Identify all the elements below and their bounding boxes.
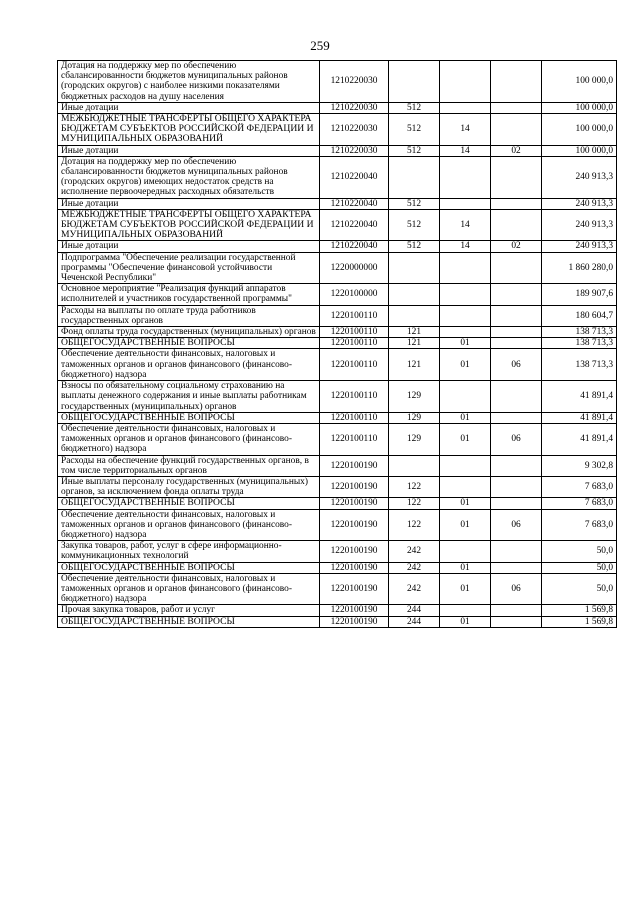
budget-table bbox=[57, 60, 617, 628]
table-row bbox=[58, 412, 617, 423]
row-section-cell bbox=[440, 284, 491, 305]
row-subsection-cell bbox=[491, 156, 542, 198]
row-name-cell: Иные дотации bbox=[58, 145, 320, 156]
row-amount-cell: 240 913,3 bbox=[542, 241, 617, 252]
row-section-cell: 01 bbox=[440, 616, 491, 627]
row-subsection-cell bbox=[491, 338, 542, 349]
row-section-cell: 01 bbox=[440, 573, 491, 605]
table-row bbox=[58, 498, 617, 509]
row-type-cell bbox=[389, 284, 440, 305]
row-type-cell: 129 bbox=[389, 412, 440, 423]
table-row bbox=[58, 102, 617, 113]
row-amount-cell: 138 713,3 bbox=[542, 327, 617, 338]
row-subsection-cell: 06 bbox=[491, 573, 542, 605]
row-code-cell: 1220100110 bbox=[320, 327, 389, 338]
row-subsection-cell bbox=[491, 498, 542, 509]
row-amount-cell: 7 683,0 bbox=[542, 509, 617, 541]
row-section-cell bbox=[440, 327, 491, 338]
row-section-cell: 01 bbox=[440, 562, 491, 573]
row-section-cell bbox=[440, 102, 491, 113]
table-row bbox=[58, 616, 617, 627]
row-type-cell: 242 bbox=[389, 562, 440, 573]
table-row bbox=[58, 541, 617, 562]
row-section-cell: 01 bbox=[440, 349, 491, 381]
row-name-cell: Прочая закупка товаров, работ и услуг bbox=[58, 605, 320, 616]
row-type-cell: 512 bbox=[389, 209, 440, 241]
row-type-cell bbox=[389, 61, 440, 103]
row-section-cell bbox=[440, 476, 491, 497]
row-amount-cell: 1 860 280,0 bbox=[542, 252, 617, 284]
row-subsection-cell bbox=[491, 102, 542, 113]
row-type-cell: 129 bbox=[389, 381, 440, 413]
row-name-cell: Фонд оплаты труда государственных (муниципальных) органов bbox=[58, 327, 320, 338]
row-type-cell: 512 bbox=[389, 198, 440, 209]
row-type-cell: 242 bbox=[389, 541, 440, 562]
row-type-cell: 242 bbox=[389, 573, 440, 605]
row-code-cell: 1210220040 bbox=[320, 209, 389, 241]
row-subsection-cell: 02 bbox=[491, 241, 542, 252]
row-subsection-cell bbox=[491, 252, 542, 284]
row-section-cell: 01 bbox=[440, 509, 491, 541]
table-row bbox=[58, 349, 617, 381]
row-amount-cell: 180 604,7 bbox=[542, 305, 617, 326]
row-name-cell: Обеспечение деятельности финансовых, налоговых и таможенных органов и органов финансового (финансово-бюджетного) надзора bbox=[58, 509, 320, 541]
row-amount-cell: 138 713,3 bbox=[542, 349, 617, 381]
row-section-cell bbox=[440, 381, 491, 413]
row-code-cell: 1210220030 bbox=[320, 145, 389, 156]
row-section-cell bbox=[440, 61, 491, 103]
row-section-cell: 14 bbox=[440, 114, 491, 146]
row-amount-cell: 41 891,4 bbox=[542, 423, 617, 455]
row-code-cell: 1220100110 bbox=[320, 305, 389, 326]
table-row bbox=[58, 455, 617, 476]
row-section-cell bbox=[440, 198, 491, 209]
table-row bbox=[58, 423, 617, 455]
row-code-cell: 1210220030 bbox=[320, 114, 389, 146]
row-type-cell: 512 bbox=[389, 102, 440, 113]
table-row bbox=[58, 327, 617, 338]
row-name-cell: Расходы на обеспечение функций государственных органов, в том числе территориальных органов bbox=[58, 455, 320, 476]
row-amount-cell: 100 000,0 bbox=[542, 61, 617, 103]
row-name-cell: МЕЖБЮДЖЕТНЫЕ ТРАНСФЕРТЫ ОБЩЕГО ХАРАКТЕРА БЮДЖЕТАМ СУБЪЕКТОВ РОССИЙСКОЙ ФЕДЕРАЦИИ И МУНИЦИПАЛЬНЫХ ОБРАЗОВАНИЙ bbox=[58, 114, 320, 146]
row-code-cell: 1220100110 bbox=[320, 349, 389, 381]
row-subsection-cell: 06 bbox=[491, 349, 542, 381]
row-type-cell: 121 bbox=[389, 338, 440, 349]
table-row bbox=[58, 156, 617, 198]
row-code-cell: 1210220030 bbox=[320, 102, 389, 113]
row-subsection-cell bbox=[491, 605, 542, 616]
row-section-cell bbox=[440, 156, 491, 198]
row-name-cell: Взносы по обязательному социальному страхованию на выплаты денежного содержания и иные выплаты работникам государственных (муниципальных) органов bbox=[58, 381, 320, 413]
row-subsection-cell bbox=[491, 305, 542, 326]
budget-table-body bbox=[58, 61, 617, 628]
row-name-cell: Закупка товаров, работ, услуг в сфере информационно-коммуникационных технологий bbox=[58, 541, 320, 562]
table-row bbox=[58, 305, 617, 326]
row-type-cell: 121 bbox=[389, 327, 440, 338]
row-section-cell: 14 bbox=[440, 241, 491, 252]
row-subsection-cell bbox=[491, 616, 542, 627]
row-type-cell: 122 bbox=[389, 509, 440, 541]
row-section-cell bbox=[440, 305, 491, 326]
row-name-cell: ОБЩЕГОСУДАРСТВЕННЫЕ ВОПРОСЫ bbox=[58, 498, 320, 509]
row-name-cell: Иные дотации bbox=[58, 102, 320, 113]
row-name-cell: ОБЩЕГОСУДАРСТВЕННЫЕ ВОПРОСЫ bbox=[58, 562, 320, 573]
table-row bbox=[58, 284, 617, 305]
row-code-cell: 1220100000 bbox=[320, 284, 389, 305]
row-section-cell: 01 bbox=[440, 338, 491, 349]
row-amount-cell: 240 913,3 bbox=[542, 156, 617, 198]
row-amount-cell: 100 000,0 bbox=[542, 102, 617, 113]
row-code-cell: 1220000000 bbox=[320, 252, 389, 284]
row-name-cell: Обеспечение деятельности финансовых, налоговых и таможенных органов и органов финансового (финансово-бюджетного) надзора bbox=[58, 573, 320, 605]
row-name-cell: Иные дотации bbox=[58, 241, 320, 252]
row-code-cell: 1210220040 bbox=[320, 198, 389, 209]
row-code-cell: 1220100190 bbox=[320, 605, 389, 616]
row-code-cell: 1220100190 bbox=[320, 498, 389, 509]
row-amount-cell: 1 569,8 bbox=[542, 605, 617, 616]
table-row bbox=[58, 61, 617, 103]
table-row bbox=[58, 476, 617, 497]
row-amount-cell: 50,0 bbox=[542, 562, 617, 573]
row-amount-cell: 50,0 bbox=[542, 573, 617, 605]
row-amount-cell: 189 907,6 bbox=[542, 284, 617, 305]
row-type-cell bbox=[389, 156, 440, 198]
row-subsection-cell bbox=[491, 455, 542, 476]
row-code-cell: 1220100110 bbox=[320, 423, 389, 455]
row-section-cell: 01 bbox=[440, 498, 491, 509]
row-subsection-cell bbox=[491, 114, 542, 146]
row-code-cell: 1220100190 bbox=[320, 562, 389, 573]
table-row bbox=[58, 573, 617, 605]
row-section-cell: 14 bbox=[440, 209, 491, 241]
row-section-cell bbox=[440, 605, 491, 616]
row-subsection-cell bbox=[491, 381, 542, 413]
page-number: 259 bbox=[310, 38, 330, 53]
table-row bbox=[58, 198, 617, 209]
table-row bbox=[58, 562, 617, 573]
row-name-cell: Подпрограмма "Обеспечение реализации государственной программы "Обеспечение финансовой устойчивости Чеченской Республики" bbox=[58, 252, 320, 284]
row-subsection-cell bbox=[491, 284, 542, 305]
row-section-cell: 14 bbox=[440, 145, 491, 156]
row-code-cell: 1210220040 bbox=[320, 156, 389, 198]
row-subsection-cell bbox=[491, 327, 542, 338]
row-name-cell: Основное мероприятие "Реализация функций аппаратов исполнителей и участников государственной программы" bbox=[58, 284, 320, 305]
row-code-cell: 1220100190 bbox=[320, 616, 389, 627]
row-type-cell: 129 bbox=[389, 423, 440, 455]
row-amount-cell: 138 713,3 bbox=[542, 338, 617, 349]
row-section-cell bbox=[440, 252, 491, 284]
row-name-cell: Обеспечение деятельности финансовых, налоговых и таможенных органов и органов финансового (финансово-бюджетного) надзора bbox=[58, 349, 320, 381]
row-code-cell: 1210220030 bbox=[320, 61, 389, 103]
row-code-cell: 1220100110 bbox=[320, 381, 389, 413]
row-type-cell: 244 bbox=[389, 605, 440, 616]
row-name-cell: Иные дотации bbox=[58, 198, 320, 209]
row-code-cell: 1220100190 bbox=[320, 541, 389, 562]
row-section-cell bbox=[440, 541, 491, 562]
table-row bbox=[58, 605, 617, 616]
row-amount-cell: 100 000,0 bbox=[542, 145, 617, 156]
row-type-cell: 121 bbox=[389, 349, 440, 381]
row-subsection-cell bbox=[491, 541, 542, 562]
table-row bbox=[58, 209, 617, 241]
row-subsection-cell bbox=[491, 198, 542, 209]
row-code-cell: 1220100190 bbox=[320, 455, 389, 476]
row-amount-cell: 7 683,0 bbox=[542, 498, 617, 509]
row-subsection-cell bbox=[491, 61, 542, 103]
row-subsection-cell: 06 bbox=[491, 509, 542, 541]
row-subsection-cell: 02 bbox=[491, 145, 542, 156]
row-section-cell bbox=[440, 455, 491, 476]
row-subsection-cell bbox=[491, 476, 542, 497]
row-type-cell: 512 bbox=[389, 114, 440, 146]
row-amount-cell: 1 569,8 bbox=[542, 616, 617, 627]
row-subsection-cell bbox=[491, 209, 542, 241]
row-amount-cell: 7 683,0 bbox=[542, 476, 617, 497]
row-subsection-cell bbox=[491, 412, 542, 423]
row-type-cell bbox=[389, 252, 440, 284]
row-code-cell: 1220100190 bbox=[320, 476, 389, 497]
table-row bbox=[58, 114, 617, 146]
row-subsection-cell bbox=[491, 562, 542, 573]
row-type-cell: 122 bbox=[389, 476, 440, 497]
row-name-cell: ОБЩЕГОСУДАРСТВЕННЫЕ ВОПРОСЫ bbox=[58, 616, 320, 627]
row-code-cell: 1210220040 bbox=[320, 241, 389, 252]
row-name-cell: ОБЩЕГОСУДАРСТВЕННЫЕ ВОПРОСЫ bbox=[58, 412, 320, 423]
table-row bbox=[58, 241, 617, 252]
row-code-cell: 1220100110 bbox=[320, 412, 389, 423]
row-name-cell: МЕЖБЮДЖЕТНЫЕ ТРАНСФЕРТЫ ОБЩЕГО ХАРАКТЕРА БЮДЖЕТАМ СУБЪЕКТОВ РОССИЙСКОЙ ФЕДЕРАЦИИ И МУНИЦИПАЛЬНЫХ ОБРАЗОВАНИЙ bbox=[58, 209, 320, 241]
row-section-cell: 01 bbox=[440, 412, 491, 423]
row-type-cell: 122 bbox=[389, 498, 440, 509]
row-name-cell: Расходы на выплаты по оплате труда работников государственных органов bbox=[58, 305, 320, 326]
row-name-cell: Дотация на поддержку мер по обеспечению сбалансированности бюджетов муниципальных районов (городских округов) имеющих недостаток средств на исполнение первоочередных расходных обязательств bbox=[58, 156, 320, 198]
row-type-cell: 244 bbox=[389, 616, 440, 627]
row-type-cell bbox=[389, 455, 440, 476]
row-type-cell bbox=[389, 305, 440, 326]
table-row bbox=[58, 509, 617, 541]
row-code-cell: 1220100190 bbox=[320, 509, 389, 541]
row-amount-cell: 50,0 bbox=[542, 541, 617, 562]
row-name-cell: ОБЩЕГОСУДАРСТВЕННЫЕ ВОПРОСЫ bbox=[58, 338, 320, 349]
row-type-cell: 512 bbox=[389, 241, 440, 252]
row-name-cell: Иные выплаты персоналу государственных (муниципальных) органов, за исключением фонда оплаты труда bbox=[58, 476, 320, 497]
row-code-cell: 1220100110 bbox=[320, 338, 389, 349]
row-amount-cell: 240 913,3 bbox=[542, 198, 617, 209]
row-amount-cell: 9 302,8 bbox=[542, 455, 617, 476]
row-section-cell: 01 bbox=[440, 423, 491, 455]
row-code-cell: 1220100190 bbox=[320, 573, 389, 605]
table-row bbox=[58, 252, 617, 284]
row-type-cell: 512 bbox=[389, 145, 440, 156]
table-row bbox=[58, 338, 617, 349]
row-amount-cell: 41 891,4 bbox=[542, 412, 617, 423]
row-amount-cell: 240 913,3 bbox=[542, 209, 617, 241]
row-amount-cell: 41 891,4 bbox=[542, 381, 617, 413]
row-name-cell: Обеспечение деятельности финансовых, налоговых и таможенных органов и органов финансового (финансово-бюджетного) надзора bbox=[58, 423, 320, 455]
table-row bbox=[58, 381, 617, 413]
row-name-cell: Дотация на поддержку мер по обеспечению сбалансированности бюджетов муниципальных районов (городских округов) с наиболее низкими показателями бюджетных расходов на душу населения bbox=[58, 61, 320, 103]
row-subsection-cell: 06 bbox=[491, 423, 542, 455]
table-row bbox=[58, 145, 617, 156]
row-amount-cell: 100 000,0 bbox=[542, 114, 617, 146]
